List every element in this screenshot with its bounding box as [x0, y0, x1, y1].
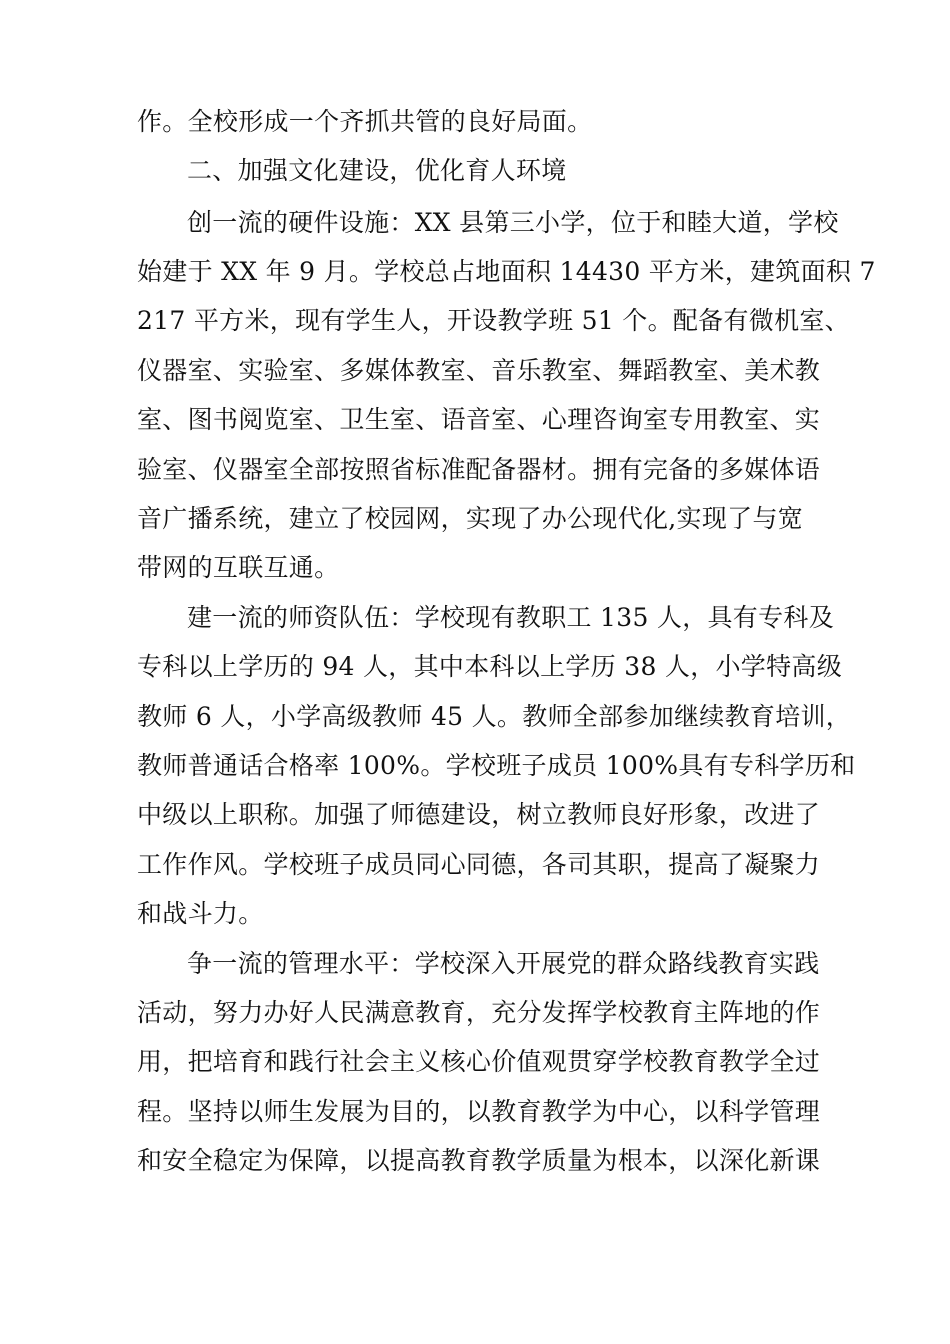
text-line: 和安全稳定为保障，以提高教育教学质量为根本，以深化新课	[137, 1146, 821, 1175]
text-line: 作。全校形成一个齐抓共管的良好局面。	[137, 107, 593, 136]
text-line: 中级以上职称。加强了师德建设，树立教师良好形象，改进了	[137, 800, 821, 829]
text-line: 教师普通话合格率 100%。学校班子成员 100%具有专科学历和	[137, 751, 856, 780]
text-line: 创一流的硬件设施：XX 县第三小学，位于和睦大道，学校	[187, 208, 839, 237]
text-line: 建一流的师资队伍：学校现有教职工 135 人，具有专科及	[187, 603, 835, 632]
text-line: 和战斗力。	[137, 899, 264, 928]
text-line: 教师 6 人，小学高级教师 45 人。教师全部参加继续教育培训，	[137, 702, 852, 731]
text-line: 音广播系统，建立了校园网，实现了办公现代化,实现了与宽	[137, 504, 804, 533]
text-line: 验室、仪器室全部按照省标准配备器材。拥有完备的多媒体语	[137, 455, 821, 484]
text-line: 争一流的管理水平：学校深入开展党的群众路线教育实践	[187, 949, 820, 978]
text-line: 仪器室、实验室、多媒体教室、音乐教室、舞蹈教室、美术教	[137, 356, 821, 385]
text-line: 工作作风。学校班子成员同心同德，各司其职，提高了凝聚力	[137, 850, 821, 879]
section-heading: 二、加强文化建设，优化育人环境	[187, 156, 567, 185]
text-line: 专科以上学历的 94 人，其中本科以上学历 38 人，小学特高级	[137, 652, 843, 681]
text-line: 带网的互联互通。	[137, 553, 340, 582]
text-line: 217 平方米，现有学生人，开设教学班 51 个。配备有微机室、	[137, 306, 850, 335]
text-line: 用，把培育和践行社会主义核心价值观贯穿学校教育教学全过	[137, 1047, 821, 1076]
text-line: 程。坚持以师生发展为目的，以教育教学为中心，以科学管理	[137, 1097, 821, 1126]
text-line: 活动，努力办好人民满意教育，充分发挥学校教育主阵地的作	[137, 998, 821, 1027]
text-line: 室、图书阅览室、卫生室、语音室、心理咨询室专用教室、实	[137, 405, 821, 434]
text-line: 始建于 XX 年 9 月。学校总占地面积 14430 平方米，建筑面积 7	[137, 257, 876, 286]
